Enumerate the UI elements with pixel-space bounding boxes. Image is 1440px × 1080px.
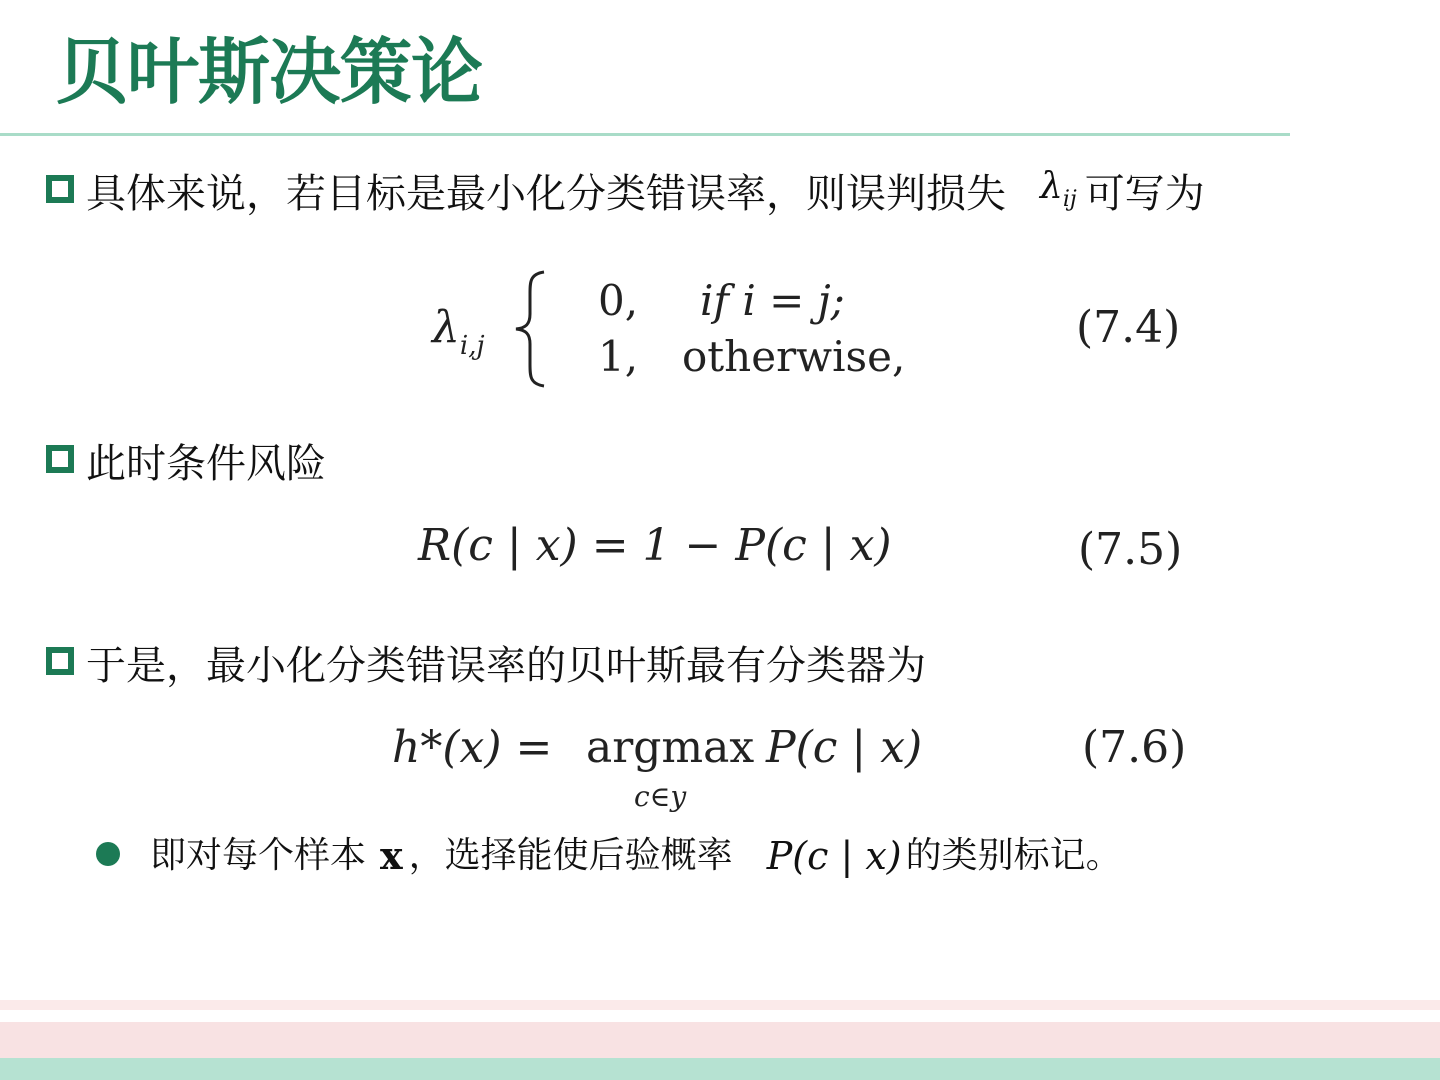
subbullet-part-a: 即对每个样本 (150, 835, 367, 876)
eq76-number: (7.6) (1082, 722, 1187, 773)
footer-band-light (0, 1000, 1440, 1010)
lambda-ij-math: $\lambda_{ij}$ (1040, 166, 1077, 213)
eq74-number: (7.4) (1076, 302, 1181, 353)
eq74-case2-condition: otherwise, (682, 332, 906, 381)
subbullet-x: x (380, 833, 403, 878)
square-bullet-icon (46, 445, 74, 473)
bullet-risk-text: 此时条件风险 (86, 441, 326, 487)
subbullet-text (150, 832, 1122, 880)
bullet-loss-text: 具体来说，若目标是最小化分类错误率，则误判损失 (86, 171, 1006, 217)
eq74-case2-value: 1, (598, 332, 639, 381)
eq76-subscript: c∈y (634, 780, 687, 813)
bullet-risk (46, 440, 326, 488)
eq74-lhs: $\lambda_{i,j}$ (432, 302, 485, 361)
square-bullet-icon (46, 647, 74, 675)
subbullet-part-c: 的类别标记。 (905, 835, 1122, 876)
bullet-classifier (46, 642, 926, 690)
bullet-loss (46, 166, 1205, 218)
subbullet-part-b: ，选择能使后验概率 (408, 835, 733, 876)
footer-band-pink (0, 1022, 1440, 1058)
square-bullet-icon (46, 175, 74, 203)
eq74-case1-value: 0, (598, 276, 639, 325)
eq75-expression: R(c | x) = 1 − P(c | x) (418, 520, 892, 571)
bullet-loss-tail: 可写为 (1084, 171, 1205, 217)
page-title: 贝叶斯决策论 (56, 30, 483, 114)
eq76-rhs: P(c | x) (766, 722, 923, 773)
subbullet-math: P(c | x) (766, 834, 902, 878)
footer-band-green (0, 1058, 1440, 1080)
eq76-argmax: argmax (586, 722, 755, 773)
eq74-case1-condition: if i = j; (700, 276, 845, 325)
left-brace-icon (508, 268, 552, 390)
dot-bullet-icon (96, 842, 120, 866)
eq76-lhs: h*(x) = (392, 722, 553, 773)
eq75-number: (7.5) (1078, 524, 1183, 575)
bullet-classifier-text: 于是，最小化分类错误率的贝叶斯最有分类器为 (86, 643, 926, 689)
title-divider (0, 133, 1290, 136)
